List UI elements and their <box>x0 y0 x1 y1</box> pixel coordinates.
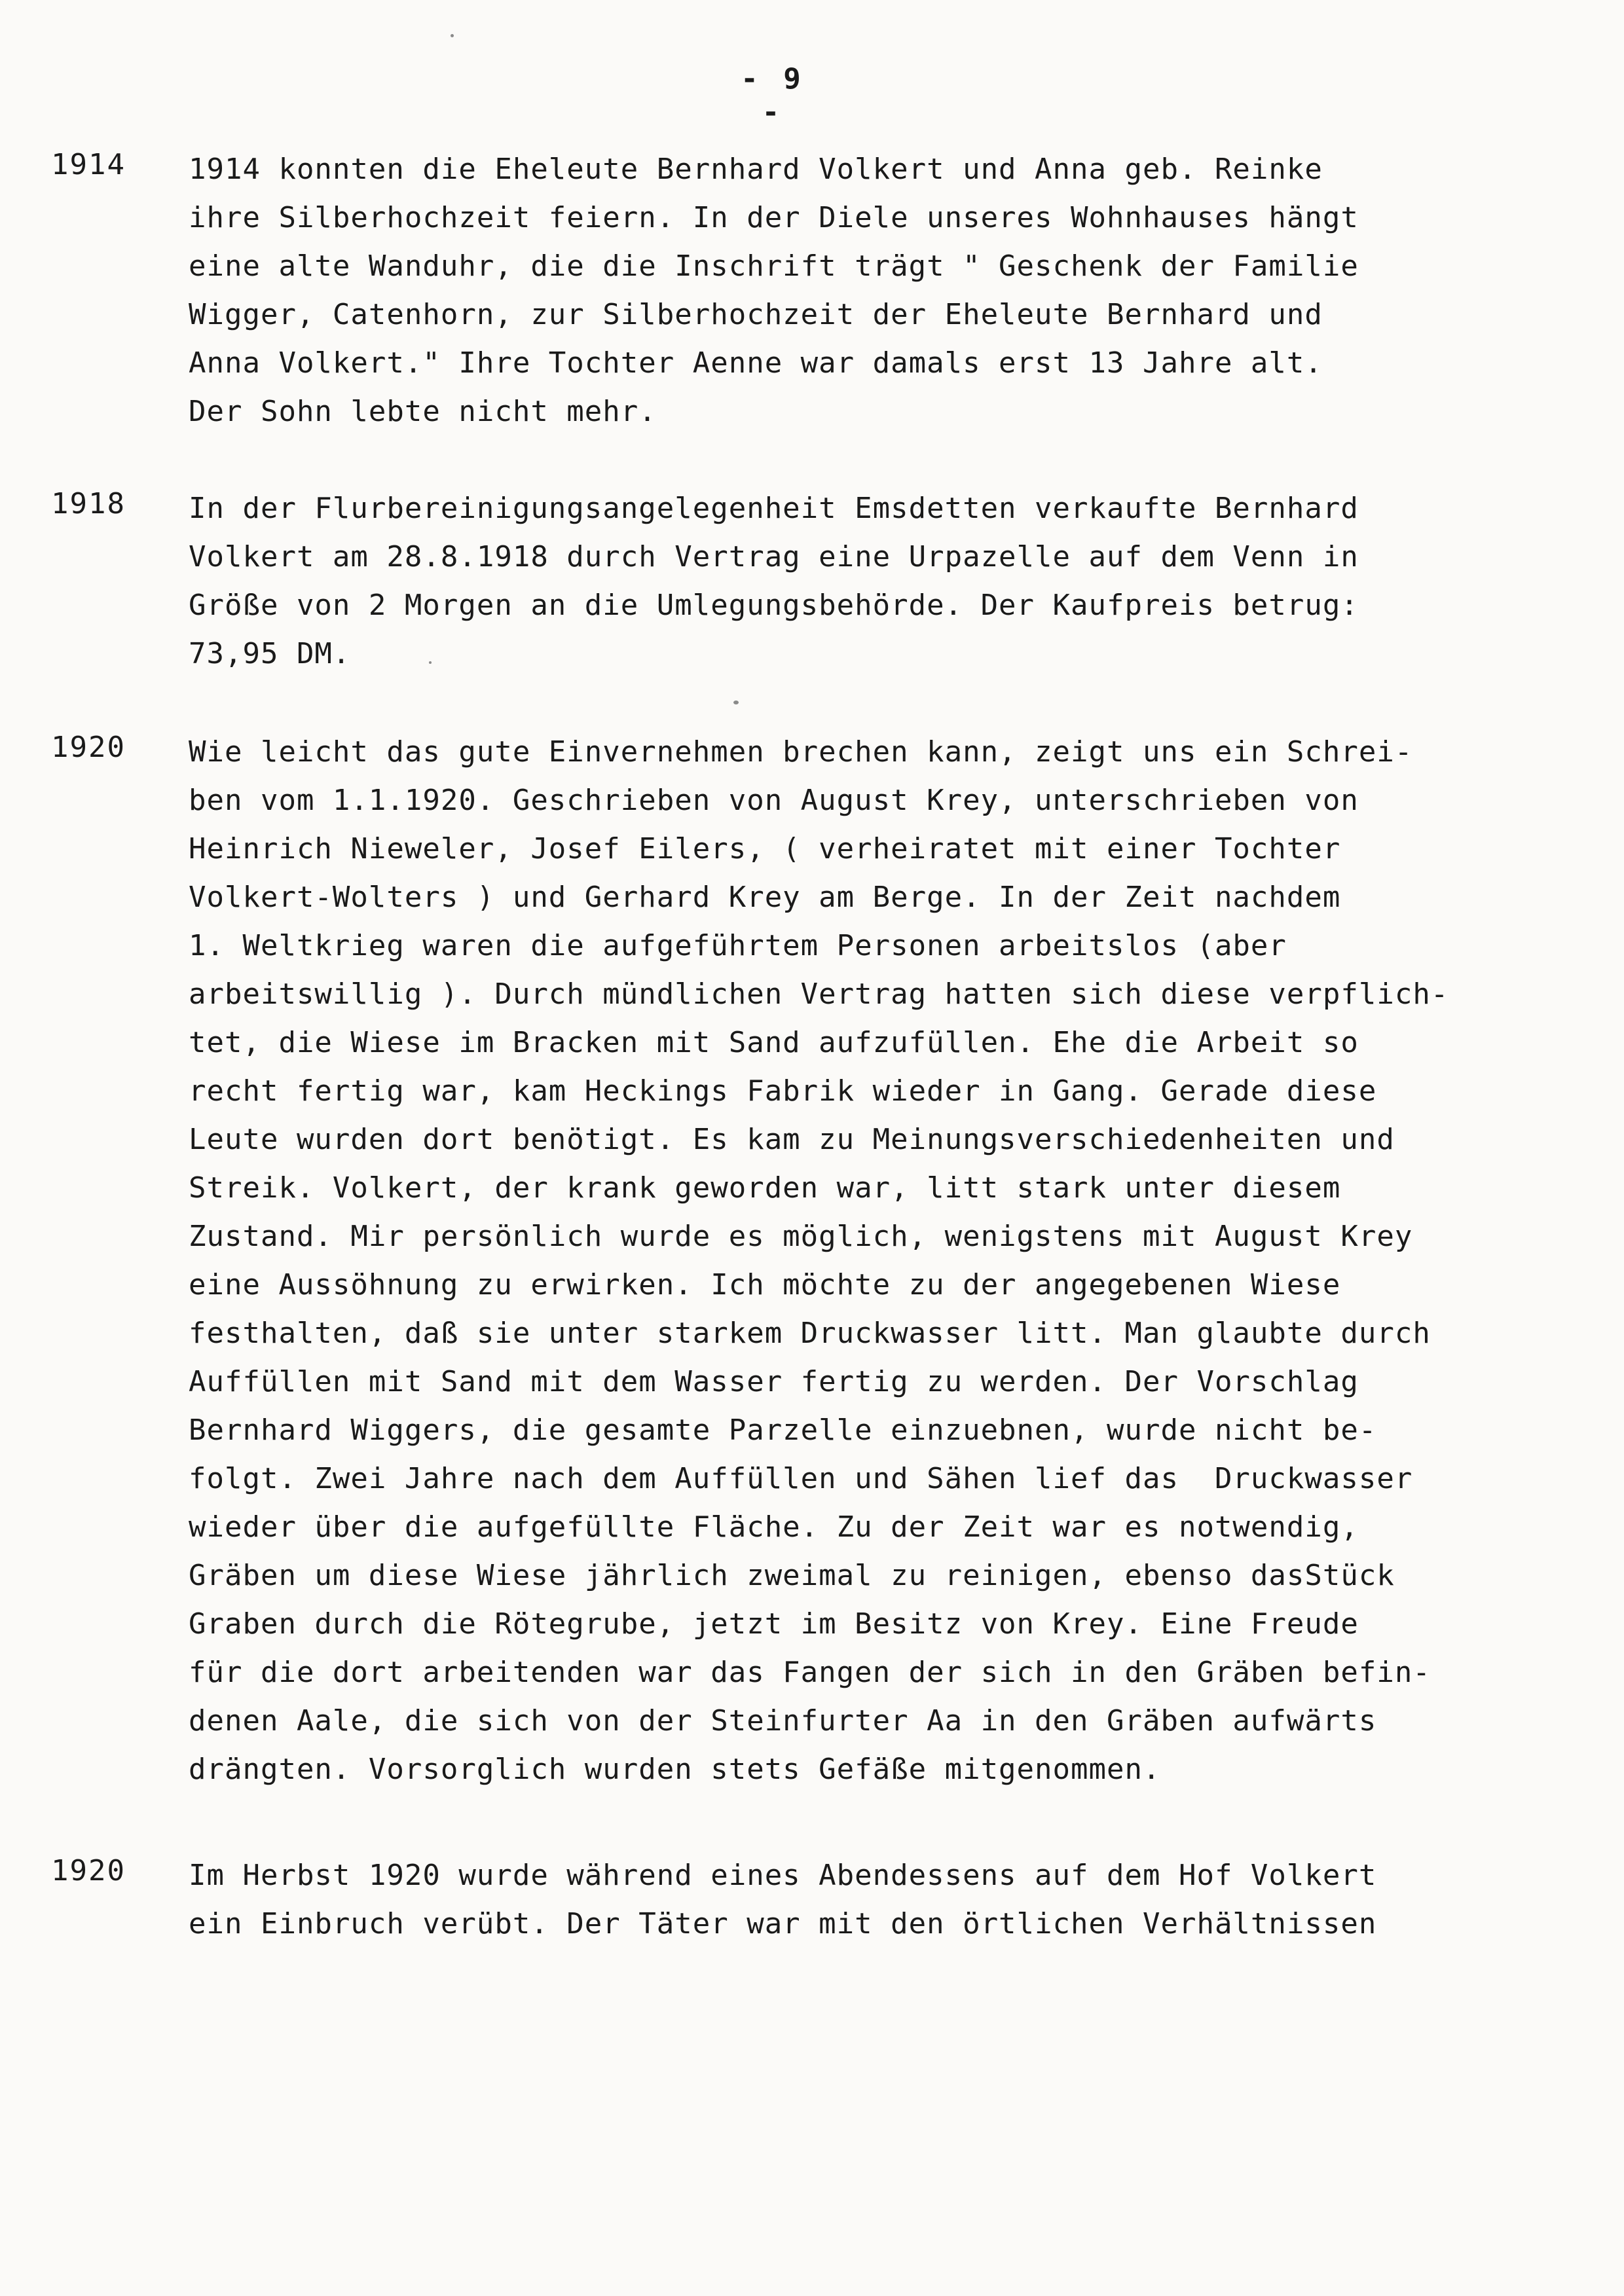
text-line: Im Herbst 1920 wurde während eines Abendessens auf dem Hof Volkert <box>189 1859 1377 1892</box>
text-line: ihre Silberhochzeit feiern. In der Diele unseres Wohnhauses hängt <box>189 201 1359 234</box>
page-number: - 9 - <box>741 62 805 129</box>
text-line: Heinrich Nieweler, Josef Eilers, ( verheiratet mit einer Tochter <box>189 832 1341 866</box>
text-line: festhalten, daß sie unter starkem Druckwasser litt. Man glaubte durch <box>189 1317 1431 1350</box>
text-line: Volkert-Wolters ) und Gerhard Krey am Berge. In der Zeit nachdem <box>189 881 1341 914</box>
text-line: arbeitswillig ). Durch mündlichen Vertrag hatten sich diese verpflich- <box>189 977 1449 1011</box>
text-line: Zustand. Mir persönlich wurde es möglich, wenigstens mit August Krey <box>189 1220 1413 1253</box>
entry-year: 1918 <box>51 487 126 520</box>
text-line: tet, die Wiese im Bracken mit Sand aufzufüllen. Ehe die Arbeit so <box>189 1026 1359 1059</box>
text-line: Auffüllen mit Sand mit dem Wasser fertig zu werden. Der Vorschlag <box>189 1365 1359 1398</box>
text-line: ein Einbruch verübt. Der Täter war mit den örtlichen Verhältnissen <box>189 1907 1377 1941</box>
scan-speck <box>429 661 432 664</box>
entry-text <box>189 145 1577 436</box>
entry-text <box>189 484 1577 678</box>
entry-year: 1920 <box>51 731 126 764</box>
entry-year: 1914 <box>51 148 126 181</box>
text-line: folgt. Zwei Jahre nach dem Auffüllen und Sähen lief das Druckwasser <box>189 1462 1413 1495</box>
scan-speck <box>451 34 454 37</box>
text-line: Volkert am 28.8.1918 durch Vertrag eine Urpazelle auf dem Venn in <box>189 540 1359 574</box>
entry-text <box>189 1851 1577 1948</box>
text-line: Anna Volkert." Ihre Tochter Aenne war damals erst 13 Jahre alt. <box>189 346 1323 380</box>
entry-text <box>189 728 1577 1794</box>
text-line: denen Aale, die sich von der Steinfurter Aa in den Gräben aufwärts <box>189 1704 1377 1738</box>
text-line: Streik. Volkert, der krank geworden war, litt stark unter diesem <box>189 1171 1341 1205</box>
text-line: drängten. Vorsorglich wurden stets Gefäße mitgenommen. <box>189 1753 1161 1786</box>
text-line: Wie leicht das gute Einvernehmen brechen kann, zeigt uns ein Schrei- <box>189 735 1413 769</box>
scan-speck <box>733 701 739 704</box>
text-line: Der Sohn lebte nicht mehr. <box>189 395 657 428</box>
text-line: In der Flurbereinigungsangelegenheit Emsdetten verkaufte Bernhard <box>189 492 1359 525</box>
text-line: Bernhard Wiggers, die gesamte Parzelle einzuebnen, wurde nicht be- <box>189 1413 1377 1447</box>
text-line: eine alte Wanduhr, die die Inschrift trägt " Geschenk der Familie <box>189 249 1359 283</box>
text-line: 73,95 DM. <box>189 637 351 670</box>
text-line: wieder über die aufgefüllte Fläche. Zu der Zeit war es notwendig, <box>189 1510 1359 1544</box>
text-line: Wigger, Catenhorn, zur Silberhochzeit der Eheleute Bernhard und <box>189 298 1323 331</box>
text-line: eine Aussöhnung zu erwirken. Ich möchte zu der angegebenen Wiese <box>189 1268 1341 1302</box>
text-line: Leute wurden dort benötigt. Es kam zu Meinungsverschiedenheiten und <box>189 1123 1395 1156</box>
entry-year: 1920 <box>51 1854 126 1887</box>
text-line: für die dort arbeitenden war das Fangen der sich in den Gräben befin- <box>189 1656 1431 1689</box>
text-line: ben vom 1.1.1920. Geschrieben von August Krey, unterschrieben von <box>189 784 1359 817</box>
text-line: Graben durch die Rötegrube, jetzt im Besitz von Krey. Eine Freude <box>189 1607 1359 1641</box>
text-line: 1914 konnten die Eheleute Bernhard Volkert und Anna geb. Reinke <box>189 153 1323 186</box>
text-line: recht fertig war, kam Heckings Fabrik wieder in Gang. Gerade diese <box>189 1074 1377 1108</box>
text-line: 1. Weltkrieg waren die aufgeführtem Personen arbeitslos (aber <box>189 929 1287 962</box>
text-line: Größe von 2 Morgen an die Umlegungsbehörde. Der Kaufpreis betrug: <box>189 589 1359 622</box>
text-line: Gräben um diese Wiese jährlich zweimal zu reinigen, ebenso dasStück <box>189 1559 1395 1592</box>
